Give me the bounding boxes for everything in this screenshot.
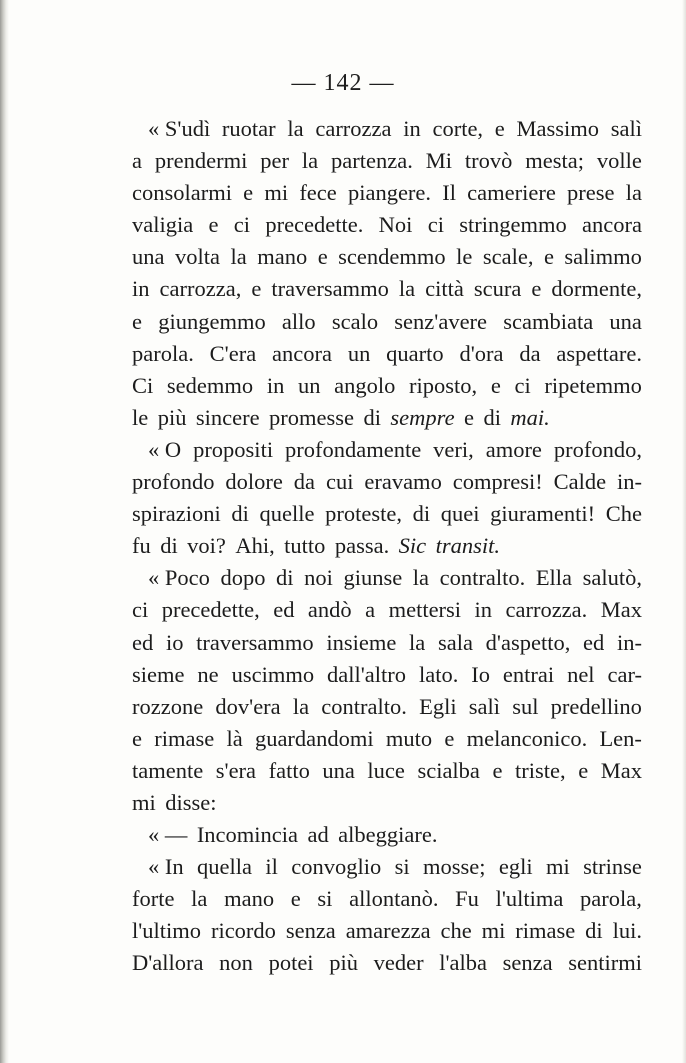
text-line — [132, 659, 642, 691]
word: entrai — [502, 661, 555, 687]
word: salimmo — [564, 244, 642, 270]
word: strinse — [583, 854, 642, 880]
word: proteste, — [325, 501, 402, 527]
word: Che — [605, 501, 642, 527]
word: mano — [257, 244, 308, 270]
word: Noi — [378, 212, 413, 238]
word: corte, — [432, 116, 484, 141]
word: partenza. — [331, 148, 413, 174]
word: e — [494, 116, 505, 141]
word: non — [219, 950, 253, 976]
text-line — [132, 402, 642, 434]
word: D'allora — [132, 950, 204, 976]
word: di — [363, 404, 381, 430]
word: parola, — [580, 886, 642, 912]
word: guardandomi — [254, 725, 374, 751]
word: egli — [498, 854, 533, 880]
word: volta — [174, 244, 220, 270]
word: mi — [264, 180, 289, 206]
word: volle — [596, 148, 642, 174]
word: predellino — [550, 693, 642, 719]
word: Fu — [455, 886, 479, 912]
word: « S'udì — [148, 116, 211, 141]
text-line — [132, 562, 642, 594]
word: e — [208, 212, 219, 238]
word: salì — [610, 116, 642, 141]
word: mi — [481, 918, 506, 944]
word: giunse — [343, 565, 403, 591]
word: dolore — [225, 469, 283, 495]
word: d'ora — [459, 340, 504, 366]
word: la — [625, 180, 642, 206]
word: trovò — [464, 148, 513, 174]
text-line — [132, 883, 642, 915]
word: e — [464, 404, 475, 430]
word: quei — [440, 501, 480, 527]
word: si — [394, 854, 410, 880]
italic-word: sempre — [390, 404, 455, 430]
word: veder — [373, 950, 424, 976]
word: dall'altro — [327, 661, 407, 687]
word: tamente — [132, 757, 204, 783]
word: da — [519, 340, 541, 366]
word: e — [578, 757, 589, 783]
word: il — [265, 854, 278, 880]
word: insieme — [326, 629, 397, 655]
word: uscimmo — [231, 661, 315, 687]
word: mettersi — [388, 597, 462, 623]
word: muto — [385, 725, 433, 751]
word: dormente, — [551, 276, 642, 302]
word: e — [490, 372, 501, 398]
word: sedemmo — [166, 372, 254, 398]
word: contralto. — [321, 693, 407, 719]
word: amarezza — [345, 918, 431, 944]
word: mi — [132, 789, 156, 815]
word: senz'avere — [394, 308, 488, 334]
word: aspettare. — [556, 340, 642, 366]
word: rimase — [154, 725, 215, 751]
word: e — [251, 276, 262, 302]
word: mosse; — [423, 854, 486, 880]
word: in — [132, 276, 150, 302]
word: potei — [268, 950, 314, 976]
word: carrozza. — [505, 597, 588, 623]
word: Ella — [535, 565, 573, 591]
body-text — [132, 113, 642, 980]
word: scura — [473, 276, 522, 302]
word: luce — [367, 757, 405, 783]
word: nel — [567, 661, 595, 687]
word: profondamente — [285, 436, 422, 462]
word: sul — [512, 693, 539, 719]
word: la — [398, 276, 416, 302]
word: e — [543, 244, 554, 270]
word: in — [474, 597, 493, 623]
word: angolo — [334, 372, 396, 398]
word: consolarmi — [132, 180, 232, 206]
word: l'alba — [439, 950, 487, 976]
word: e — [132, 725, 142, 751]
word: la — [301, 148, 319, 174]
word: precedette. — [265, 212, 364, 238]
word: di — [483, 404, 501, 430]
word: in — [403, 116, 421, 141]
text-line — [132, 755, 642, 787]
word: dov'era — [215, 693, 281, 719]
text-line — [132, 530, 642, 562]
word: voi? — [187, 533, 226, 559]
word: l'ultima — [495, 886, 564, 912]
word: amore — [485, 436, 542, 462]
word: scale, — [482, 244, 534, 270]
word: melanconico. — [466, 725, 588, 751]
text-line — [132, 466, 642, 498]
word: le — [456, 244, 473, 270]
word: per — [260, 148, 289, 174]
word: e — [243, 180, 254, 206]
word: l'ultimo — [132, 918, 202, 944]
word: andò — [307, 597, 352, 623]
word: rimase — [515, 918, 576, 944]
word: a — [132, 148, 142, 174]
word: Ci — [132, 372, 154, 398]
word: « Poco — [148, 565, 210, 591]
italic-word: transit. — [435, 533, 500, 559]
word: prese — [567, 180, 615, 206]
text-line — [132, 691, 642, 723]
word: mi — [546, 854, 570, 880]
word: Len- — [599, 725, 642, 751]
word: la — [412, 565, 430, 591]
word: valigia — [132, 212, 194, 238]
word: a — [365, 597, 376, 623]
word: e — [290, 886, 301, 912]
word: ancora — [272, 340, 332, 366]
word: fatto — [268, 757, 310, 783]
word: di — [276, 565, 294, 591]
word: ricordo — [210, 918, 276, 944]
text-line — [132, 947, 642, 979]
word: più — [157, 404, 187, 430]
word: quelle — [259, 501, 315, 527]
word: s'era — [215, 757, 257, 783]
page-edge-shadow — [682, 0, 686, 1063]
text-line — [132, 434, 642, 466]
text-line — [132, 113, 642, 145]
word: sentirmi — [568, 950, 642, 976]
word: da — [293, 469, 316, 495]
text-line — [132, 627, 642, 659]
word: ed — [273, 597, 295, 623]
word: Max — [600, 757, 642, 783]
word: triste, — [515, 757, 566, 783]
word: Egli — [419, 693, 457, 719]
word: giuramenti! — [490, 501, 596, 527]
word: contralto. — [439, 565, 526, 591]
word: salì — [468, 693, 501, 719]
word: sala — [437, 629, 473, 655]
text-line — [132, 819, 642, 851]
word: in- — [617, 469, 642, 495]
text-line — [132, 241, 642, 273]
word: fu — [132, 533, 151, 559]
text-line — [132, 209, 642, 241]
word: e — [317, 244, 328, 270]
word: in- — [617, 629, 642, 655]
word: e — [132, 308, 142, 334]
word: profondo — [132, 469, 215, 495]
word: ed — [583, 629, 605, 655]
word: Mi — [425, 148, 452, 174]
word: di — [412, 501, 431, 527]
word: car- — [607, 661, 642, 687]
word: Ahi, — [235, 533, 275, 559]
word: salutò, — [582, 565, 642, 591]
word: cui — [325, 469, 354, 495]
word: io — [165, 629, 184, 655]
text-line — [132, 177, 642, 209]
word: ed — [132, 629, 154, 655]
word: « — — [148, 822, 188, 848]
word: stringemmo — [459, 212, 567, 238]
word: « In — [148, 854, 184, 880]
word: fece — [299, 180, 337, 206]
text-line — [132, 370, 642, 402]
word: di — [585, 918, 603, 944]
word: albeggiare. — [338, 822, 438, 848]
word: là — [226, 725, 243, 751]
word: carrozza, — [159, 276, 242, 302]
word: ne — [197, 661, 219, 687]
word: ad — [307, 822, 329, 848]
text-line — [132, 851, 642, 883]
word: riposto, — [409, 372, 478, 398]
word: forte — [132, 886, 175, 912]
word: C'era — [209, 340, 257, 366]
word: traversammo — [271, 276, 389, 302]
word: eravamo — [364, 469, 442, 495]
word: tutto — [284, 533, 326, 559]
word: e — [444, 725, 455, 751]
text-line — [132, 915, 642, 947]
word: mano — [224, 886, 275, 912]
word: e — [492, 757, 503, 783]
word: d'aspetto, — [485, 629, 571, 655]
word: allo — [281, 308, 316, 334]
word: « O — [148, 436, 182, 462]
word: carrozza — [315, 116, 392, 141]
text-line — [132, 273, 642, 305]
word: senza — [285, 918, 336, 944]
text-line — [132, 498, 642, 530]
word: una — [609, 308, 642, 334]
word: scialba — [417, 757, 480, 783]
text-line — [132, 723, 642, 755]
word: ci — [132, 597, 149, 623]
word: che — [440, 918, 472, 944]
word: un — [347, 340, 371, 366]
word: allontanò. — [349, 886, 439, 912]
word: un — [297, 372, 321, 398]
word: la — [409, 629, 426, 655]
word: ripetemmo — [544, 372, 642, 398]
word: una — [322, 757, 355, 783]
word: in — [266, 372, 285, 398]
word: prendermi — [154, 148, 248, 174]
word: una — [132, 244, 165, 270]
word: la — [287, 116, 304, 141]
word: la — [292, 693, 310, 719]
page-gutter-shadow — [0, 0, 9, 1063]
word: quella — [197, 854, 252, 880]
word: giungemmo — [158, 308, 266, 334]
word: Max — [600, 597, 642, 623]
word: mesta; — [525, 148, 585, 174]
word: traversammo — [196, 629, 314, 655]
word: ruotar — [221, 116, 276, 141]
word: Incomincia — [196, 822, 299, 848]
word: veri, — [433, 436, 474, 462]
word: Il — [442, 180, 456, 206]
text-line — [132, 306, 642, 338]
word: sieme — [132, 661, 185, 687]
word: convoglio — [291, 854, 382, 880]
word: scambiata — [503, 308, 594, 334]
word: città — [425, 276, 464, 302]
word: le — [132, 404, 149, 430]
word: la — [230, 244, 247, 270]
text-line — [132, 338, 642, 370]
word: dopo — [220, 565, 266, 591]
word: ci — [427, 212, 444, 238]
word: ci — [233, 212, 251, 238]
word: sincere — [195, 404, 260, 430]
text-line — [132, 145, 642, 177]
word: lui. — [612, 918, 642, 944]
word: più — [329, 950, 358, 976]
word: senza — [502, 950, 553, 976]
page-number: — 142 — — [291, 70, 395, 96]
word: promesse — [269, 404, 355, 430]
word: noi — [304, 565, 333, 591]
word: Calde — [553, 469, 607, 495]
word: ci — [514, 372, 531, 398]
word: cameriere — [467, 180, 556, 206]
word: di — [160, 533, 178, 559]
word: di — [231, 501, 249, 527]
word: si — [317, 886, 333, 912]
word: piangere. — [347, 180, 432, 206]
text-line — [132, 787, 642, 819]
word: compresi! — [452, 469, 543, 495]
word: parola. — [132, 340, 194, 366]
word: spirazioni — [132, 501, 221, 527]
word: Io — [471, 661, 490, 687]
word: disse: — [165, 789, 217, 815]
word: la — [191, 886, 208, 912]
word: scendemmo — [338, 244, 446, 270]
word: quarto — [386, 340, 444, 366]
word: profondo, — [553, 436, 642, 462]
word: precedette, — [161, 597, 260, 623]
italic-word: Sic — [398, 533, 427, 559]
word: scalo — [331, 308, 379, 334]
word: ancora — [582, 212, 642, 238]
italic-word: mai. — [510, 404, 550, 430]
word: e — [531, 276, 542, 302]
word: passa. — [334, 533, 390, 559]
text-line — [132, 594, 642, 626]
word: propositi — [193, 436, 274, 462]
word: rozzone — [132, 693, 204, 719]
word: lato. — [418, 661, 459, 687]
word: Massimo — [516, 116, 600, 141]
